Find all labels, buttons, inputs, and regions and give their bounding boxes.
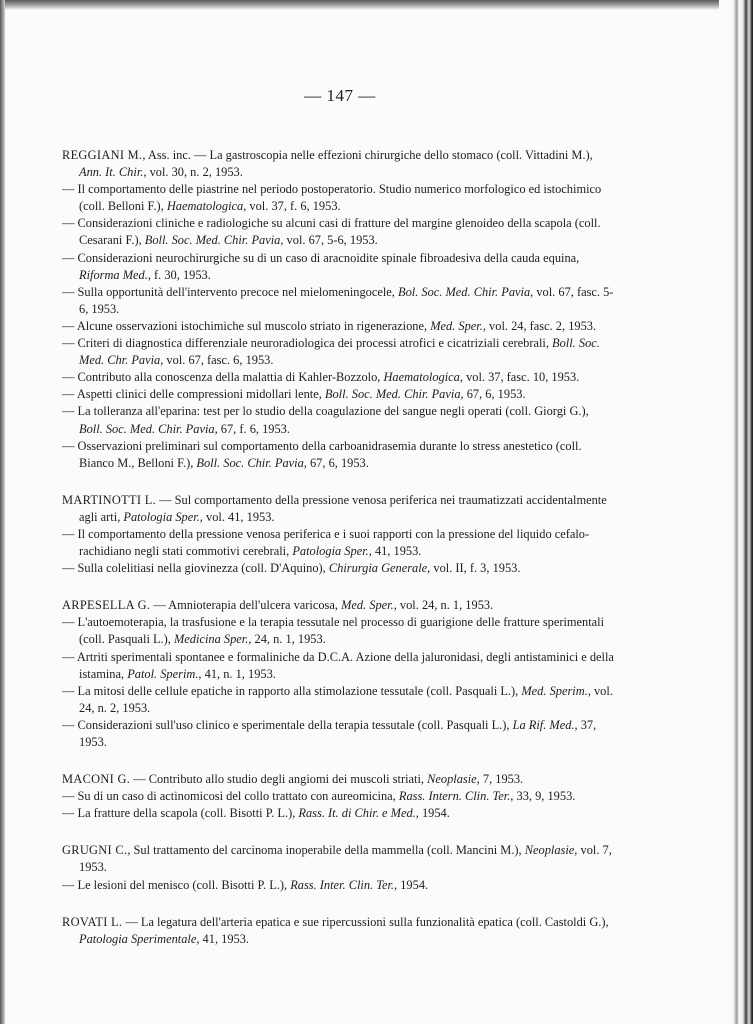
entry-text: , Sul trattamento del carcinoma inoperabile della mammella (coll. Mancini M.), bbox=[127, 843, 525, 858]
entry-text: Il comportamento delle piastrine nel periodo postoperatorio. Studio numerico morfologico ed istochimico (coll. Belloni F.), bbox=[77, 182, 602, 214]
journal-name: Bol. Soc. Med. Chir. Pavia, bbox=[398, 284, 534, 299]
journal-name: Neoplasie, bbox=[524, 843, 578, 858]
entry-citation: 37, 1953. bbox=[79, 717, 597, 749]
bibliography-entry bbox=[62, 717, 614, 751]
entry-dash: — bbox=[62, 404, 78, 419]
entry-dash: — bbox=[62, 649, 77, 664]
scan-binding-edge bbox=[719, 0, 753, 1024]
journal-name: Riforma Med., bbox=[79, 267, 151, 282]
bibliography-entry bbox=[62, 649, 614, 683]
bibliography-entry bbox=[62, 438, 614, 472]
entry-text: L'autoemoterapia, la trasfusione e la terapia tessutale nel processo di guarigione delle fratture sperimentali (coll. Pasquali L.), bbox=[77, 615, 605, 647]
entry-dash: — bbox=[62, 216, 78, 231]
entry-citation: vol. 37, fasc. 10, 1953. bbox=[462, 370, 580, 385]
journal-name: Rass. It. di Chir. e Med., bbox=[298, 806, 419, 821]
entry-citation: vol. 37, f. 6, 1953. bbox=[246, 199, 341, 214]
bibliography-entry bbox=[62, 318, 614, 335]
bibliography-entry bbox=[62, 250, 614, 284]
bibliography-entry bbox=[62, 560, 614, 577]
entry-text: Aspetti clinici delle compressioni midollari lente, bbox=[76, 387, 325, 402]
bibliography-entry bbox=[62, 771, 614, 788]
journal-name: Chirurgia Generale, bbox=[328, 561, 431, 576]
entry-text: La fratture della scapola (coll. Bisotti P. L.), bbox=[77, 806, 299, 821]
bibliography-entry bbox=[62, 597, 614, 614]
entry-citation: vol. 41, 1953. bbox=[202, 509, 275, 524]
entry-text: Sulla opportunità dell'intervento precoce nel mielomeningocele, bbox=[77, 284, 398, 299]
author-name: MARTINOTTI L. bbox=[62, 492, 157, 507]
bibliography-entry bbox=[62, 805, 614, 822]
entry-citation: vol. 24, n. 2, 1953. bbox=[79, 683, 613, 715]
entry-text: Osservazioni preliminari sul comportamento della carboanidrasemia durante lo stress anestetico (coll. Bianco M., Belloni F.), bbox=[77, 438, 582, 470]
journal-name: Med. Sperim., bbox=[521, 683, 591, 698]
journal-name: Haematologica, bbox=[383, 370, 463, 385]
entry-citation: 67, 6, 1953. bbox=[463, 387, 526, 402]
entry-citation: vol. 24, n. 1, 1953. bbox=[396, 598, 494, 613]
entry-text: , Ass. inc. — La gastroscopia nelle effezioni chirurgiche dello stomaco (coll. Vittadini M.), bbox=[142, 148, 593, 162]
bibliography-entry bbox=[62, 403, 614, 437]
entry-citation: 7, 1953. bbox=[479, 772, 524, 787]
journal-name: Haematologica, bbox=[166, 199, 247, 214]
entry-text: Considerazioni neurochirurgiche su di un caso di aracnoidite spinale fibroadesiva della cauda equina, bbox=[77, 250, 580, 265]
entry-citation: 1954. bbox=[418, 806, 450, 821]
entry-text: Contributo alla conoscenza della malattia di Kahler-Bozzolo, bbox=[77, 370, 384, 385]
bibliography-entry bbox=[62, 181, 614, 215]
bibliography-entry bbox=[62, 614, 614, 648]
entry-citation: 67, 6, 1953. bbox=[306, 455, 369, 470]
scan-top-edge bbox=[0, 0, 753, 10]
journal-name: Med. Sper., bbox=[341, 598, 397, 613]
author-name: GRUGNI C. bbox=[62, 843, 128, 858]
journal-name: Boll. Soc. Med. Chir. Pavia, bbox=[144, 233, 284, 248]
entry-dash: — bbox=[62, 182, 78, 197]
bibliography-entry bbox=[62, 788, 614, 805]
journal-name: La Rif. Med., bbox=[512, 717, 578, 732]
entry-citation: vol. II, f. 3, 1953. bbox=[430, 561, 521, 576]
entry-citation: vol. 67, fasc. 6, 1953. bbox=[163, 353, 274, 368]
entry-text: Su di un caso di actinomicosi del collo trattato con aureomicina, bbox=[77, 789, 399, 804]
entry-text: Sulla colelitiasi nella giovinezza (coll. D'Aquino), bbox=[77, 561, 329, 576]
entry-citation: 41, 1953. bbox=[371, 544, 422, 559]
entry-dash: — bbox=[62, 336, 78, 351]
bibliography-entry bbox=[62, 335, 614, 369]
journal-name: Medicina Sper., bbox=[173, 632, 252, 647]
author-block bbox=[62, 597, 614, 751]
journal-name: Patologia Sper., bbox=[123, 509, 203, 524]
author-block bbox=[62, 914, 614, 948]
entry-dash: — bbox=[62, 250, 78, 265]
page-number: — 147 — bbox=[304, 86, 376, 105]
entry-citation: 41, n. 1, 1953. bbox=[201, 666, 276, 681]
entry-text: Artriti sperimentali spontanee e formaliniche da D.C.A. Azione della jaluronidasi, degli antistaminici e della istamina, bbox=[76, 649, 614, 681]
bibliography-entry bbox=[62, 147, 614, 181]
journal-name: Boll. Soc. Med. Chir. Pavia, bbox=[324, 387, 464, 402]
journal-name: Neoplasie, bbox=[427, 772, 480, 787]
journal-name: Boll. Soc. Med. Chir. Pavia, bbox=[79, 421, 218, 436]
entry-text: Alcune osservazioni istochimiche sul muscolo striato in rigenerazione, bbox=[76, 318, 431, 333]
entry-dash: — bbox=[62, 526, 78, 541]
bibliography-entry bbox=[62, 877, 614, 894]
journal-name: Ann. It. Chir., bbox=[79, 165, 147, 180]
entry-dash: — bbox=[62, 806, 78, 821]
entry-text: Il comportamento della pressione venosa periferica e i suoi rapporti con la pressione del liquido cefalo-rachidiano negli stati commotivi cerebrali, bbox=[77, 526, 590, 559]
entry-text: Considerazioni sull'uso clinico e sperimentale della terapia tessutale (coll. Pasquali L.), bbox=[77, 717, 513, 732]
author-name: MACONI G. bbox=[62, 772, 131, 787]
scan-left-edge bbox=[0, 0, 5, 1024]
author-block bbox=[62, 492, 614, 577]
author-block bbox=[62, 147, 614, 472]
entry-citation: 67, f. 6, 1953. bbox=[217, 421, 290, 436]
entry-dash: — bbox=[62, 387, 77, 402]
journal-name: Boll. Soc. Chir. Pavia, bbox=[196, 455, 307, 470]
bibliography-entry bbox=[62, 914, 614, 948]
entry-text: — La legatura dell'arteria epatica e sue ripercussioni sulla funzionalità epatica (coll. Castoldi G.), bbox=[122, 914, 609, 929]
entry-text: La tolleranza all'eparina: test per lo studio della coagulazione del sangue negli operati (coll. Giorgi G.), bbox=[77, 404, 589, 419]
entry-dash: — bbox=[62, 438, 78, 453]
entry-text: Le lesioni del menisco (coll. Bisotti P. L.), bbox=[77, 877, 291, 892]
bibliography-entry bbox=[62, 386, 614, 403]
journal-name: Patol. Sperim., bbox=[127, 666, 202, 681]
entry-text: Criteri di diagnostica differenziale neuroradiologica dei processi atrofici e cicatriziali cerebrali, bbox=[77, 336, 553, 351]
entry-dash: — bbox=[62, 561, 78, 576]
entry-text: Considerazioni cliniche e radiologiche su alcuni casi di fratture del margine glenoideo della scapola (coll. Cesarani F.), bbox=[77, 216, 601, 248]
bibliography-entry bbox=[62, 683, 614, 717]
entry-citation: vol. 67, fasc. 5-6, 1953. bbox=[79, 284, 614, 316]
journal-name: Med. Sper., bbox=[430, 318, 486, 333]
entry-dash: — bbox=[62, 284, 78, 299]
bibliography-entry bbox=[62, 526, 614, 560]
entry-text: La mitosi delle cellule epatiche in rapporto alla stimolazione tessutale (coll. Pasquali L.), bbox=[77, 683, 522, 698]
entry-text: — Amnioterapia dell'ulcera varicosa, bbox=[150, 598, 342, 613]
entry-text: — Sul comportamento della pressione venosa periferica nei traumatizzati accidentalmente agli arti, bbox=[79, 492, 607, 524]
bibliography-entry bbox=[62, 284, 614, 318]
entry-dash: — bbox=[62, 877, 78, 892]
author-block bbox=[62, 771, 614, 822]
entry-dash: — bbox=[62, 318, 77, 333]
entry-dash: — bbox=[62, 789, 78, 804]
entry-dash: — bbox=[62, 683, 78, 698]
journal-name: Boll. Soc. Med. Chr. Pavia, bbox=[79, 336, 600, 368]
author-name: ROVATI L. bbox=[62, 914, 123, 929]
entry-citation: vol. 30, n. 2, 1953. bbox=[146, 165, 243, 180]
entry-citation: 24, n. 1, 1953. bbox=[251, 632, 326, 647]
entry-citation: 33, 9, 1953. bbox=[513, 789, 576, 804]
entry-citation: vol. 24, fasc. 2, 1953. bbox=[485, 318, 597, 333]
author-block bbox=[62, 842, 614, 893]
bibliography-list bbox=[62, 147, 614, 968]
journal-name: Patologia Sper., bbox=[292, 544, 372, 559]
entry-dash: — bbox=[62, 717, 78, 732]
bibliography-entry bbox=[62, 492, 614, 526]
entry-citation: 1954. bbox=[397, 877, 429, 892]
bibliography-entry bbox=[62, 215, 614, 249]
journal-name: Rass. Inter. Clin. Ter., bbox=[290, 877, 398, 892]
entry-citation: f. 30, 1953. bbox=[150, 267, 211, 282]
entry-text: — Contributo allo studio degli angiomi dei muscoli striati, bbox=[130, 772, 428, 787]
entry-citation: vol. 7, 1953. bbox=[79, 843, 612, 875]
entry-dash: — bbox=[62, 615, 78, 630]
bibliography-entry bbox=[62, 369, 614, 386]
bibliography-entry bbox=[62, 842, 614, 876]
entry-citation: 41, 1953. bbox=[199, 931, 250, 946]
entry-dash: — bbox=[62, 370, 78, 385]
journal-name: Patologia Sperimentale, bbox=[79, 931, 200, 946]
author-name: REGGIANI M. bbox=[62, 148, 143, 162]
author-name: ARPESELLA G. bbox=[62, 598, 151, 613]
entry-citation: vol. 67, 5-6, 1953. bbox=[283, 233, 378, 248]
journal-name: Rass. Intern. Clin. Ter., bbox=[398, 789, 514, 804]
